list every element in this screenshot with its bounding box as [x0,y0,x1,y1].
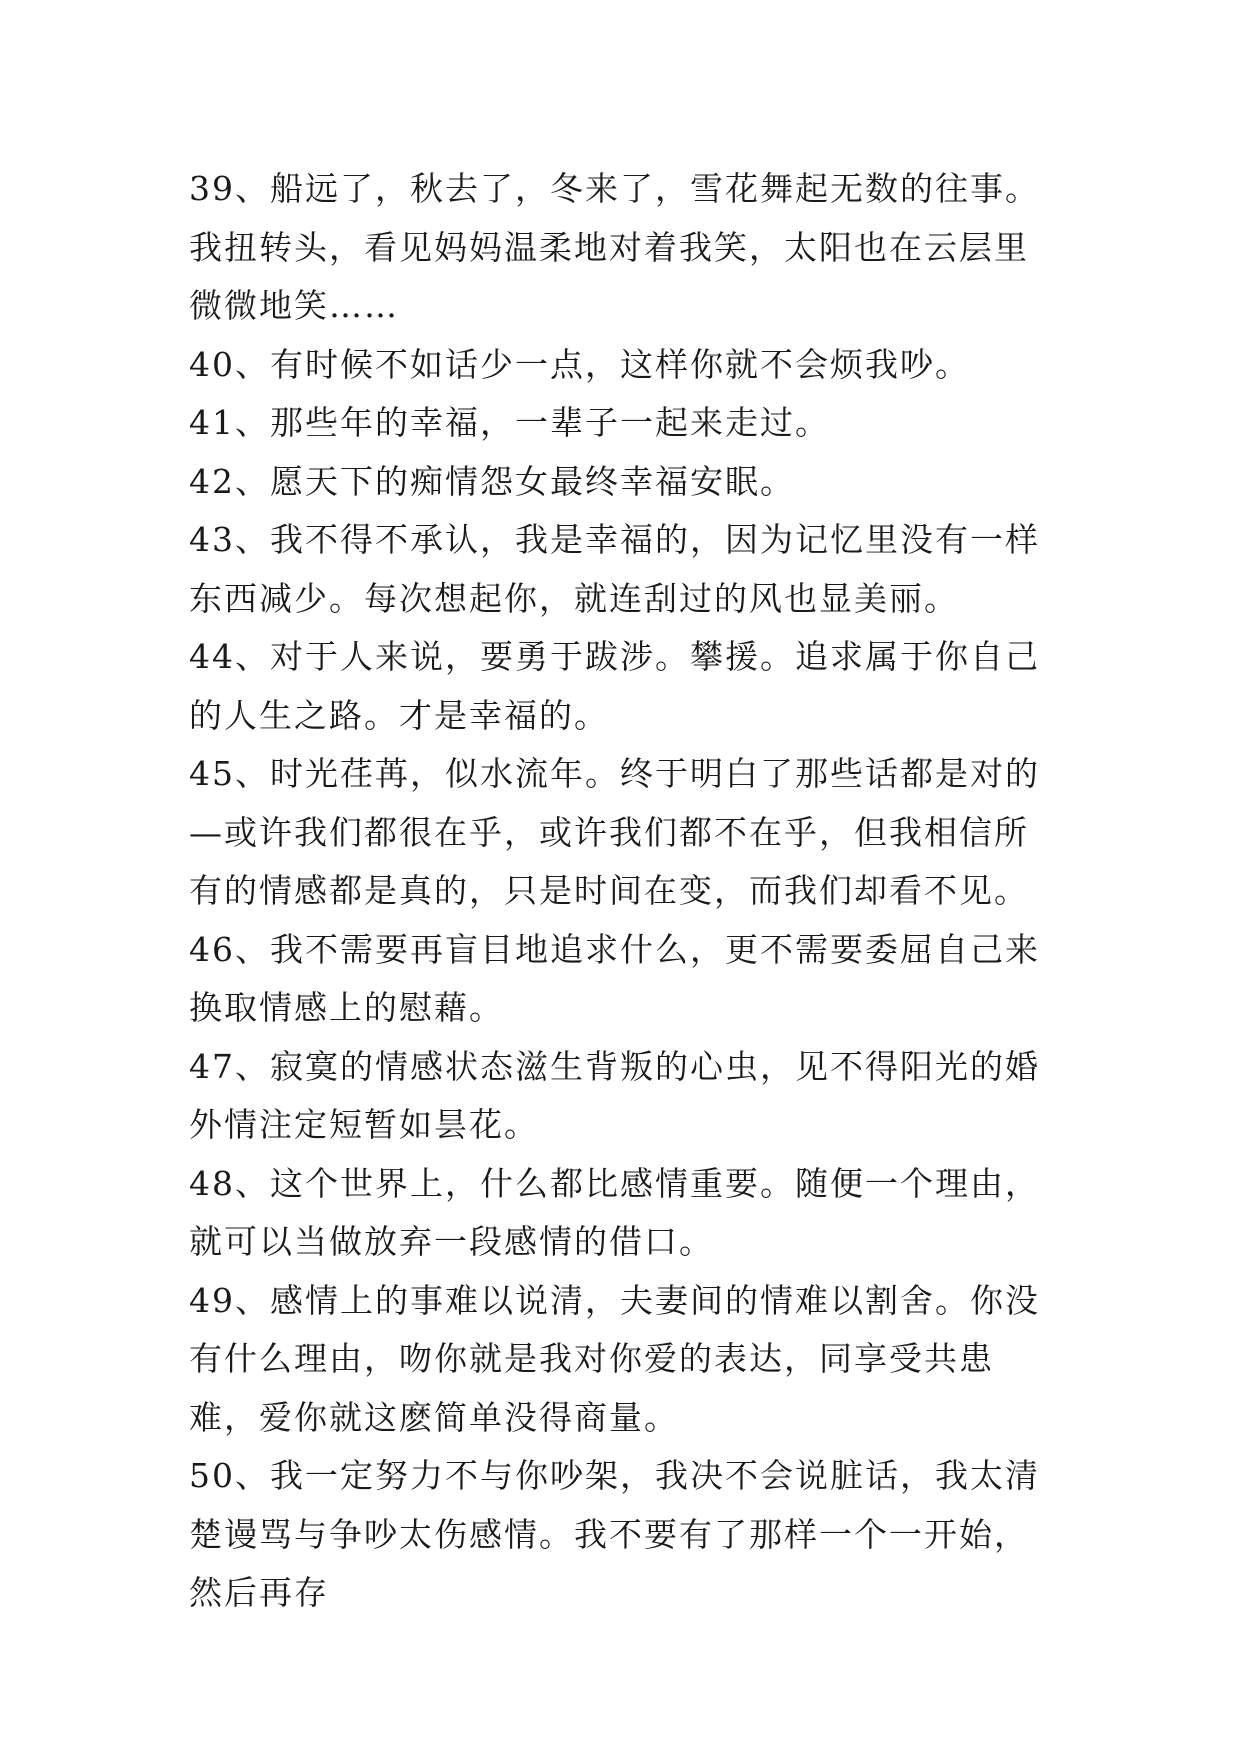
entry-number: 45、 [189,754,270,793]
entry-text: 感情上的事难以说清，夫妻间的情难以割舍。你没有什么理由，吻你就是我对你爱的表达，同享受共患难，爱你就这麽简单没得商量。 [189,1280,1040,1437]
list-item [189,511,1059,628]
entry-text: 我一定努力不与你吵架，我决不会说脏话，我太清楚谩骂与争吵太伤感情。我不要有了那样一个一开始，然后再存 [189,1456,1040,1612]
list-item [189,628,1059,745]
entry-number: 39、 [189,169,270,208]
entry-number: 48、 [189,1163,270,1203]
entry-number: 50、 [189,1456,270,1495]
entry-number: 44、 [189,637,270,676]
list-item [189,1272,1059,1448]
list-item [189,1447,1059,1623]
list-item [189,1038,1059,1155]
entry-text: 寂寞的情感状态滋生背叛的心虫，见不得阳光的婚外情注定短暂如昙花。 [189,1046,1040,1144]
entry-number: 47、 [189,1046,270,1086]
list-item [189,394,1059,453]
list-item [189,1155,1059,1272]
entry-number: 41、 [189,403,270,442]
entry-text: 那些年的幸福，一辈子一起来走过。 [270,403,830,442]
entry-text: 我不需要再盲目地追求什么，更不需要委屈自己来换取情感上的慰藉。 [189,929,1040,1027]
list-item [189,453,1059,512]
entry-text: 有时候不如话少一点，这样你就不会烦我吵。 [270,344,970,384]
entry-text: 我不得不承认，我是幸福的，因为记忆里没有一样东西减少。每次想起你，就连刮过的风也显美丽。 [189,520,1040,618]
entry-text: 时光荏苒，似水流年。终于明白了那些话都是对的—或许我们都很在乎，或许我们都不在乎，但我相信所有的情感都是真的，只是时间在变，而我们却看不见。 [189,754,1040,910]
list-item [189,745,1059,921]
list-item [189,336,1059,395]
list-item [189,921,1059,1038]
entry-text: 这个世界上，什么都比感情重要。随便一个理由，就可以当做放弃一段感情的借口。 [189,1163,1040,1261]
entry-number: 49、 [189,1280,270,1320]
entry-number: 46、 [189,929,270,969]
list-item [189,160,1059,336]
entry-number: 42、 [189,461,270,501]
entry-text: 愿天下的痴情怨女最终幸福安眠。 [270,461,795,501]
entry-text: 对于人来说，要勇于跋涉。攀援。追求属于你自己的人生之路。才是幸福的。 [189,637,1040,735]
entry-text: 船远了，秋去了，冬来了，雪花舞起无数的往事。我扭转头，看见妈妈温柔地对着我笑，太阳也在云层里微微地笑…… [189,169,1040,325]
entry-number: 43、 [189,520,270,559]
document-body [189,160,1059,1623]
entry-number: 40、 [189,344,270,384]
